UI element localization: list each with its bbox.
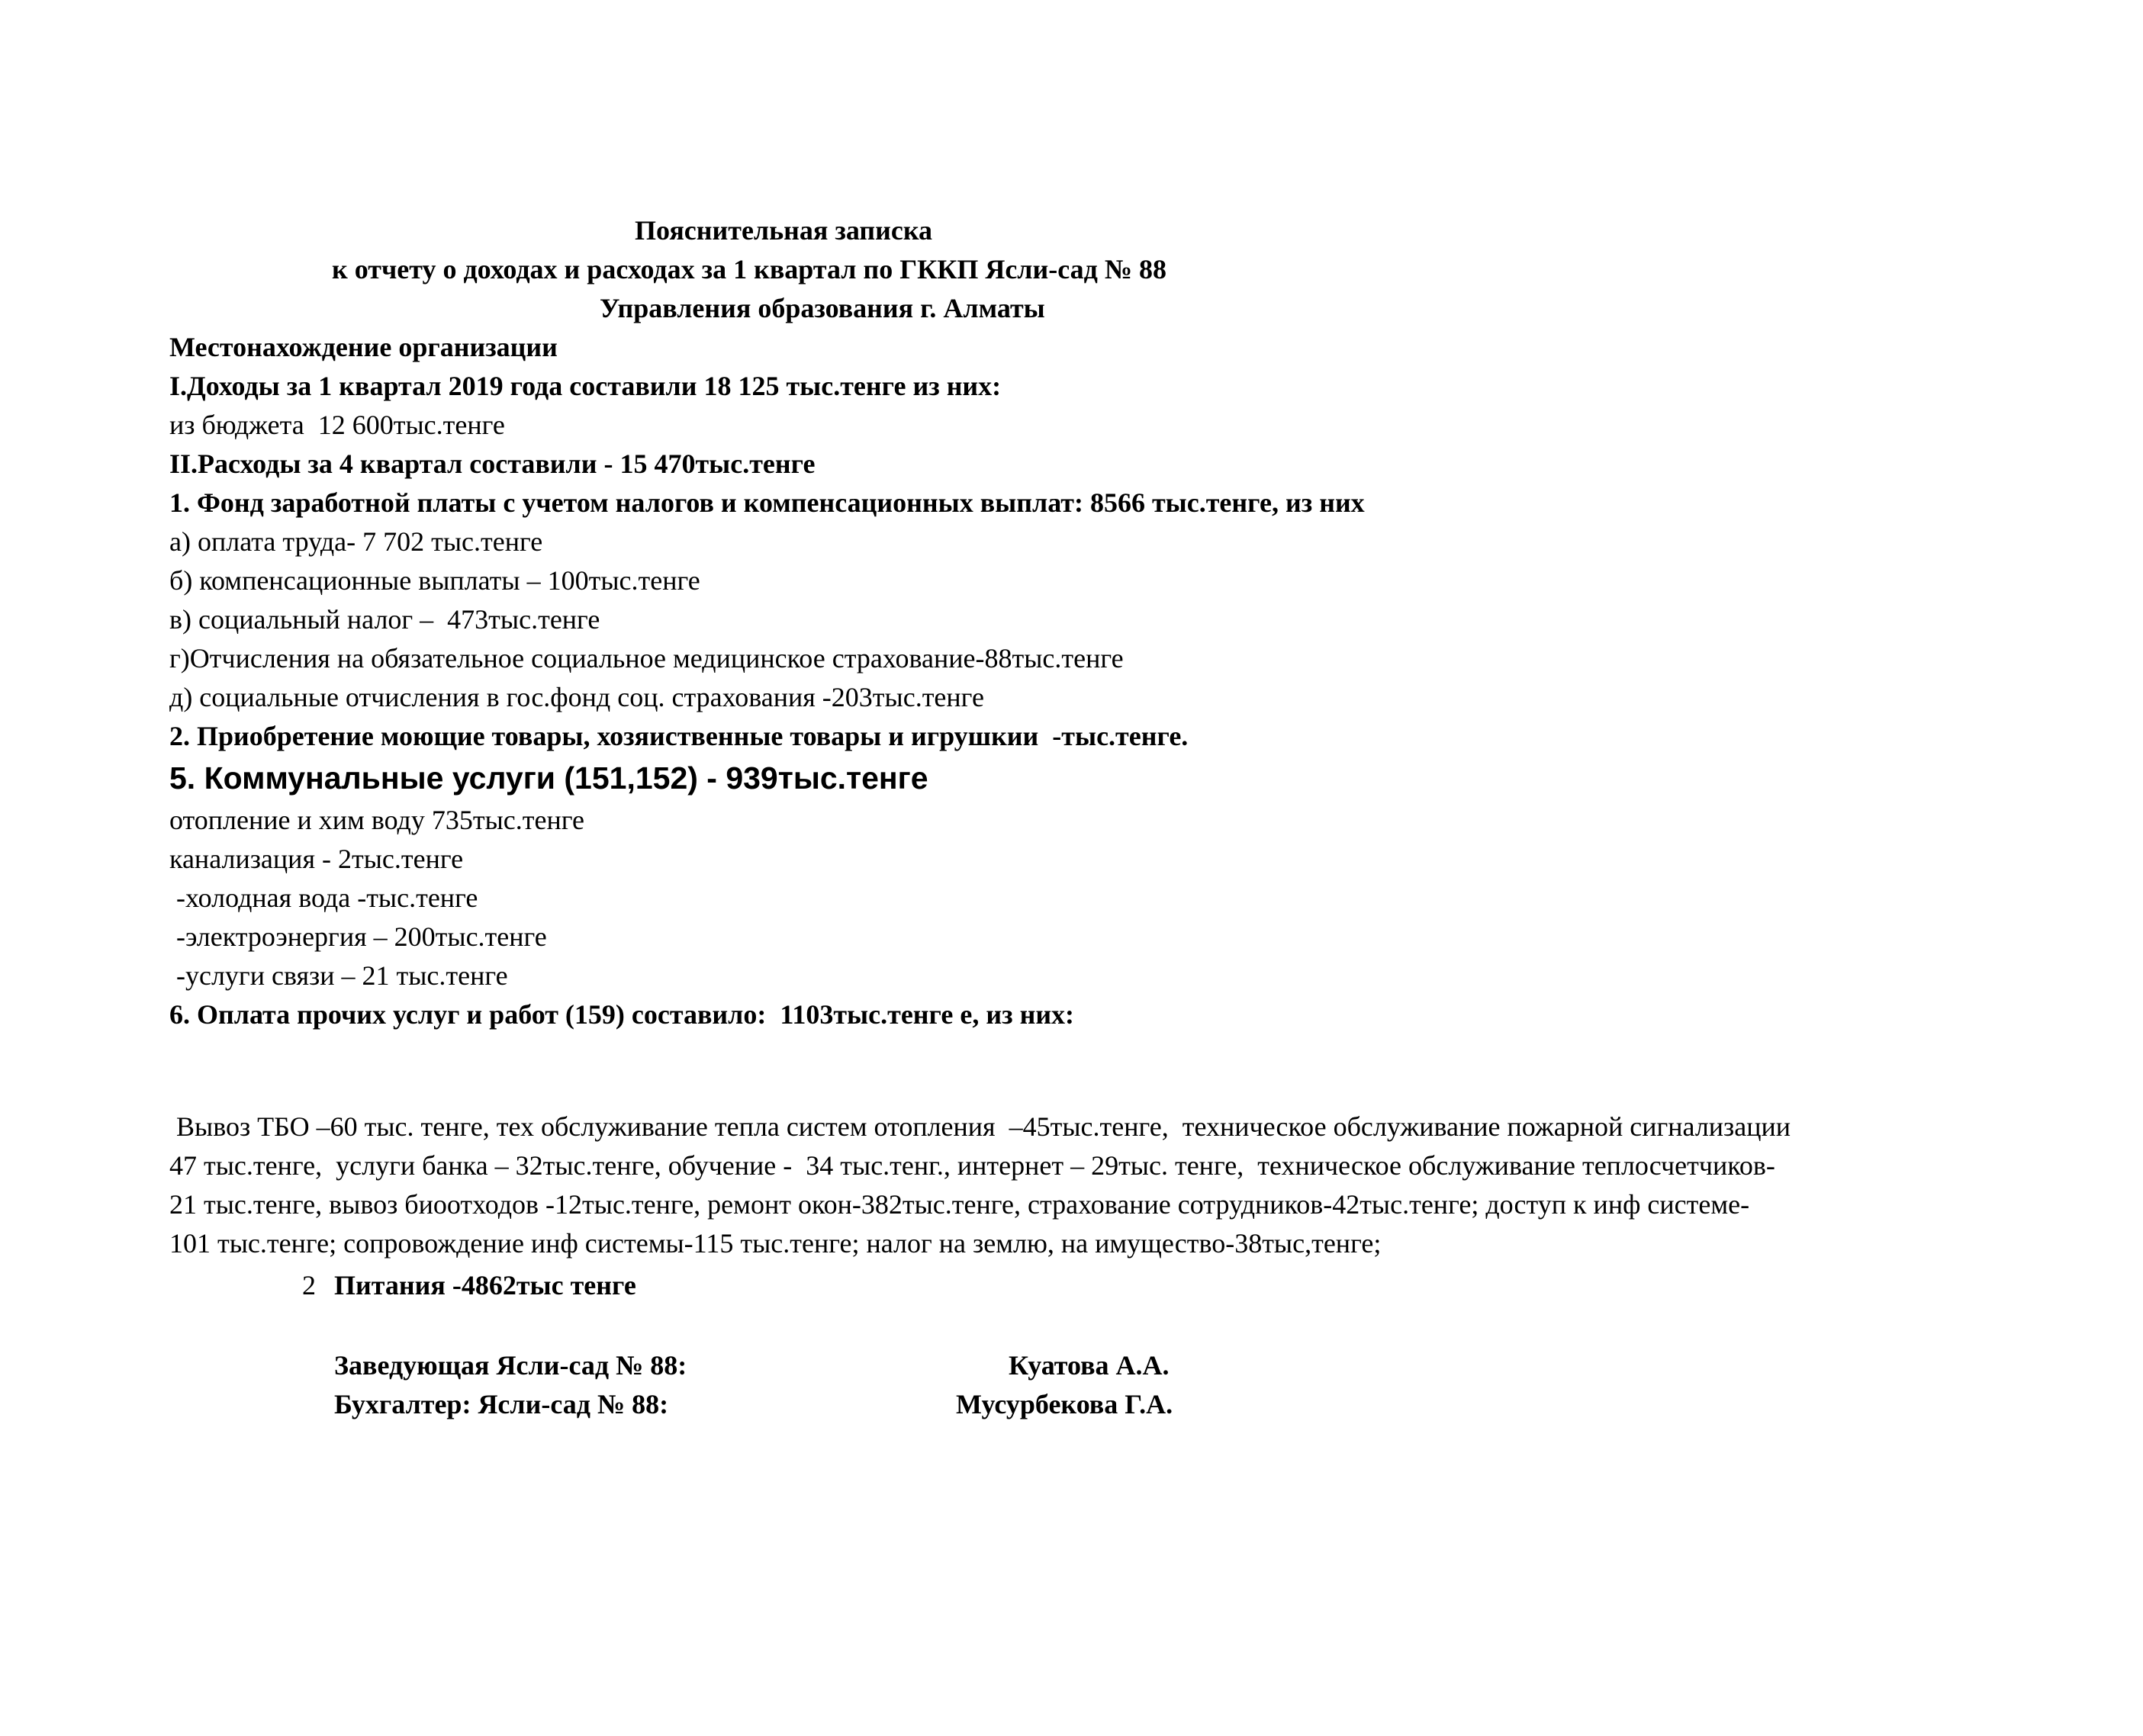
- other-services-line: 47 тыс.тенге, услуги банка – 32тыс.тенге, обучение - 34 тыс.тенг., интернет – 29тыс. тенге, техническое обслуживание теплосчетчиков-: [169, 1150, 1775, 1181]
- income-budget: из бюджета 12 600тыс.тенге: [169, 410, 505, 440]
- document-subtitle: к отчету о доходах и расходах за 1 квартал по ГККП Ясли-сад № 88: [332, 254, 1167, 285]
- payroll-item: г)Отчисления на обязательное социальное медицинское страхование-88тыс.тенге: [169, 643, 1124, 674]
- income-heading: I.Доходы за 1 квартал 2019 года составили 18 125 тыс.тенге из них:: [169, 371, 1002, 401]
- other-services-details: [169, 1108, 2069, 1263]
- utilities-item: -электроэнергия – 200тыс.тенге: [169, 921, 547, 952]
- payroll-item: а) оплата труда- 7 702 тыс.тенге: [169, 526, 543, 557]
- utilities-item: отопление и хим воду 735тыс.тенге: [169, 805, 584, 835]
- payroll-heading: 1. Фонд заработной платы с учетом налогов и компенсационных выплат: 8566 тыс.тенге, из них: [169, 487, 1365, 518]
- other-services-heading: 6. Оплата прочих услуг и работ (159) составило: 1103тыс.тенге е, из них:: [169, 999, 1075, 1030]
- expenses-heading: II.Расходы за 4 квартал составили - 15 470тыс.тенге: [169, 448, 816, 479]
- signature-role-accountant: Бухгалтер: Ясли-сад № 88:: [334, 1389, 669, 1419]
- signature-name-accountant: Мусурбекова Г.А.: [956, 1389, 1173, 1419]
- document-department: Управления образования г. Алматы: [600, 293, 1045, 323]
- payroll-item: в) социальный налог – 473тыс.тенге: [169, 604, 600, 635]
- other-services-line: 21 тыс.тенге, вывоз биоотходов -12тыс.тенге, ремонт окон-382тыс.тенге, страхование сотрудников-42тыс.тенге; доступ к инф системе-: [169, 1189, 1750, 1220]
- utilities-item: канализация - 2тыс.тенге: [169, 844, 464, 874]
- utilities-heading: 5. Коммунальные услуги (151,152) - 939тыс.тенге: [169, 760, 928, 796]
- utilities-item: -услуги связи – 21 тыс.тенге: [169, 960, 508, 991]
- payroll-item: д) социальные отчисления в гос.фонд соц. страхования -203тыс.тенге: [169, 682, 984, 712]
- other-services-line: Вывоз ТБО –60 тыс. тенге, тех обслуживание тепла систем отопления –45тыс.тенге, техническое обслуживание пожарной сигнализации: [169, 1111, 1791, 1142]
- signature-name-head: Куатова А.А.: [1009, 1350, 1170, 1381]
- payroll-item: б) компенсационные выплаты – 100тыс.тенге: [169, 565, 700, 596]
- location-label: Местонахождение организации: [169, 332, 558, 362]
- signature-role-head: Заведующая Ясли-сад № 88:: [334, 1350, 687, 1381]
- other-services-line: 101 тыс.тенге; сопровождение инф системы-115 тыс.тенге; налог на землю, на имущество-38тыс,тенге;: [169, 1228, 1382, 1259]
- food-number: 2: [302, 1270, 316, 1300]
- utilities-item: -холодная вода -тыс.тенге: [169, 882, 478, 913]
- document-title: Пояснительная записка: [635, 215, 933, 246]
- goods-heading: 2. Приобретение моющие товары, хозяиственные товары и игрушкии -тыс.тенге.: [169, 721, 1189, 751]
- food-label: Питания -4862тыс тенге: [334, 1270, 636, 1300]
